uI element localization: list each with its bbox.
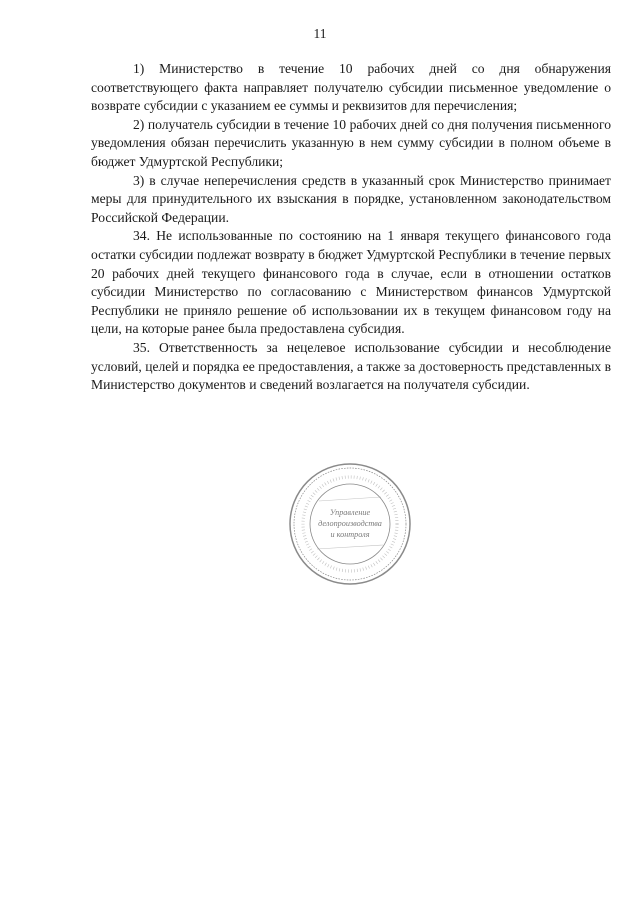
official-seal [287,461,413,587]
seal-line-1: Управление [329,508,371,517]
page-number: 11 [313,26,327,41]
paragraph-subitem-1: 1) Министерство в течение 10 рабочих дней со дня обнаружения соответствующего факта направляет получателю субсидии письменное уведомление о возврате субсидии с указанием ее суммы и реквизитов для перечисления; [91,61,611,114]
seal-line-3: и контроля [330,530,370,539]
document-body [91,60,611,395]
paragraph-subitem-2: 2) получатель субсидии в течение 10 рабочих дней со дня получения письменного уведомления обязан перечислить указанную в нем сумму субсидии в полном объеме в бюджет Удмуртской Республики; [91,116,611,169]
paragraph-subitem-3: 3) в случае неперечисления средств в указанный срок Министерство принимает меры для принудительного их взыскания в порядке, установленном законодательством Российской Федерации. [91,172,611,225]
paragraph-35: 35. Ответственность за нецелевое использование субсидии и несоблюдение условий, целей и порядка ее предоставления, а также за достоверность представленных в Министерство документов и сведений возлагается на получателя субсидии. [91,339,611,393]
seal-stamp-icon [287,461,413,587]
seal-line-2: делопроизводства [318,519,382,528]
paragraph-34: 34. Не использованные по состоянию на 1 января текущего финансового года остатки субсидии подлежат возврату в бюджет Удмуртской Республики в течение первых 20 рабочих дней текущего финансового года в случае, если в отношении остатков субсидии Министерство по согласованию с Министерством финансов Удмуртской Республики не приняло решение об использовании их в текущем финансовом году на цели, на которые ранее была предоставлена субсидия. [91,228,611,337]
